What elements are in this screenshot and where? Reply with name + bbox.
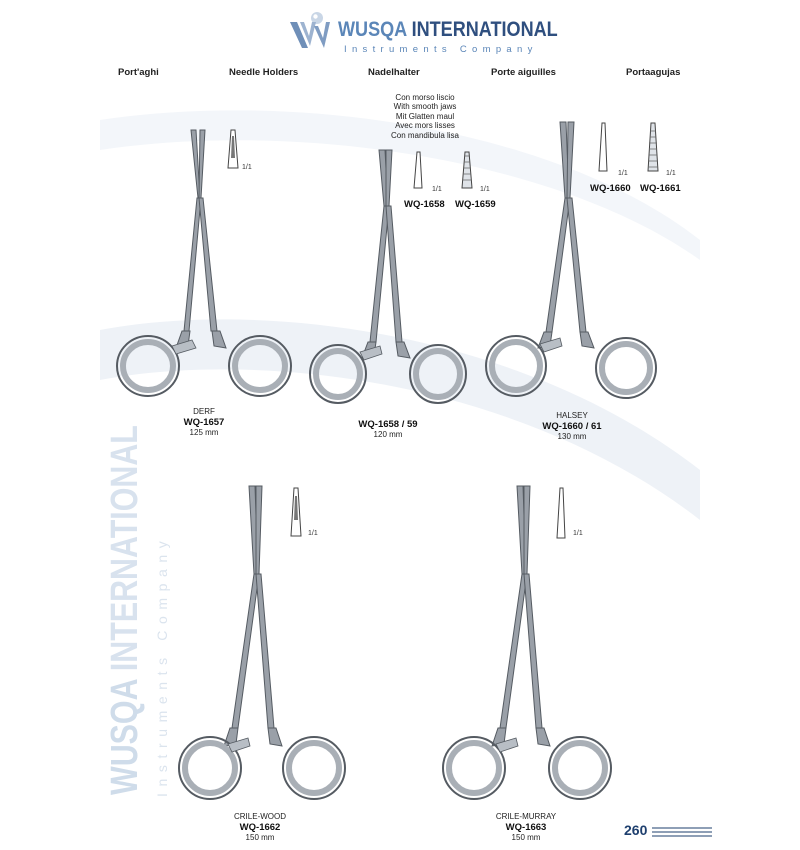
variant-code: WQ-1660 xyxy=(590,183,631,194)
lang-english: Needle Holders xyxy=(229,67,299,78)
jaw-detail-icon xyxy=(226,128,240,170)
instrument-name: CRILE-WOOD xyxy=(234,812,286,821)
scale-label: 1/1 xyxy=(308,530,318,537)
instrument-code: WQ-1657 xyxy=(183,417,225,428)
jaw-detail-icon xyxy=(646,121,660,173)
caption-wq-1658-59 xyxy=(318,419,458,440)
watermark-name: WUSQA INTERNATIONAL xyxy=(104,425,146,795)
page-number: 260 xyxy=(624,822,648,838)
brand-subtitle: Instruments Company xyxy=(344,44,538,55)
needle-holder-illustration xyxy=(482,118,662,410)
jaw-note: Mit Glatten maul xyxy=(395,111,455,121)
instrument-code: WQ-1658 / 59 xyxy=(358,419,418,430)
jaw-detail-icon xyxy=(460,150,474,190)
scale-label: 1/1 xyxy=(573,530,583,537)
needle-holder-illustration xyxy=(176,482,352,812)
lang-italian: Port'aghi xyxy=(118,67,159,78)
scale-label: 1/1 xyxy=(618,170,628,177)
variant-code: WQ-1661 xyxy=(640,183,681,194)
scale-label: 1/1 xyxy=(432,186,442,193)
jaw-detail-icon xyxy=(555,486,567,540)
caption-halsey xyxy=(502,411,642,442)
instrument-size: 125 mm xyxy=(189,428,219,437)
jaw-note: Con mandibula lisa xyxy=(390,130,460,140)
watermark-subtitle: Instruments Company xyxy=(154,534,170,797)
instrument-name: DERF xyxy=(193,407,215,416)
needle-holder-illustration xyxy=(306,146,472,418)
lang-german: Nadelhalter xyxy=(368,67,420,78)
brand-header xyxy=(288,8,558,55)
instrument-size: 130 mm xyxy=(557,432,587,441)
jaw-notes xyxy=(370,93,480,140)
lang-french: Porte aiguilles xyxy=(491,67,556,78)
jaw-detail-icon xyxy=(289,486,303,538)
wusqa-logo-icon xyxy=(288,10,332,54)
instrument-code: WQ-1663 xyxy=(505,822,547,833)
instrument-name: HALSEY xyxy=(556,411,588,420)
variant-code: WQ-1658 xyxy=(404,199,445,210)
brand-name: WUSQA INTERNATIONAL xyxy=(338,18,558,41)
jaw-detail-icon xyxy=(597,121,609,173)
scale-label: 1/1 xyxy=(666,170,676,177)
page-number-lines xyxy=(652,826,712,838)
language-row xyxy=(0,67,800,81)
caption-derf xyxy=(134,407,274,438)
caption-crile-murray xyxy=(456,812,596,843)
instrument-size: 150 mm xyxy=(511,833,541,842)
jaw-detail-icon xyxy=(412,150,424,190)
scale-label: 1/1 xyxy=(242,164,252,171)
instrument-size: 150 mm xyxy=(245,833,275,842)
instrument-size: 120 mm xyxy=(373,430,403,439)
needle-holder-illustration xyxy=(440,482,616,812)
instrument-name: CRILE-MURRAY xyxy=(495,812,557,821)
jaw-note: With smooth jaws xyxy=(393,102,457,112)
scale-label: 1/1 xyxy=(480,186,490,193)
instrument-code: WQ-1660 / 61 xyxy=(542,421,602,432)
lang-spanish: Portaagujas xyxy=(626,67,681,78)
instrument-code: WQ-1662 xyxy=(239,822,281,833)
caption-crile-wood xyxy=(190,812,330,843)
jaw-note: Avec mors lisses xyxy=(395,121,455,131)
variant-code: WQ-1659 xyxy=(455,199,496,210)
jaw-note: Con morso liscio xyxy=(395,93,455,102)
